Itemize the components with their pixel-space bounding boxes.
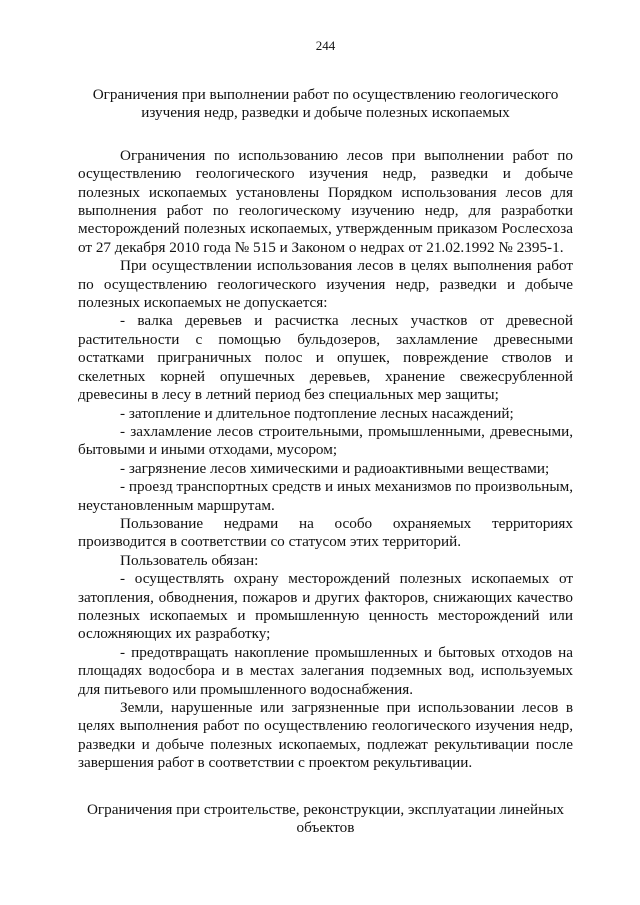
- list-item: - предотвращать накопление промышленных и бытовых отходов на площадях водосбора и в местах залегания подземных вод, используемых для питьевого или промышленного водоснабжения.: [78, 643, 573, 698]
- section-heading-geological-survey: Ограничения при выполнении работ по осуществлению геологического изучения недр, разведки и добыче полезных ископаемых: [92, 86, 559, 122]
- list-item: - загрязнение лесов химическими и радиоактивными веществами;: [120, 459, 550, 477]
- list-item: - осуществлять охрану месторождений полезных ископаемых от затопления, обводнения, пожаров и других факторов, снижающих качество полезных ископаемых и промышленную ценность месторождений или осложняющих их разработку;: [78, 570, 573, 643]
- paragraph: При осуществлении использования лесов в целях выполнения работ по осуществлению геологического изучения недр, разведки и добыче полезных ископаемых не допускается:: [78, 257, 573, 312]
- document-page: [78, 38, 573, 861]
- section-body: [78, 147, 573, 773]
- paragraph: Пользование недрами на особо охраняемых территориях производится в соответствии со статусом этих территорий.: [78, 514, 573, 551]
- list-item: - валка деревьев и расчистка лесных участков от древесной растительности с помощью бульдозеров, захламление древесными остатками приграничных полос и опушек, повреждение стволов и скелетных корней опушечных деревьев, хранение свежесрубленной древесины в лесу в летний период без специальных мер защиты;: [78, 312, 573, 404]
- list-item: - проезд транспортных средств и иных механизмов по произвольным, неустановленным маршрутам.: [78, 478, 573, 514]
- paragraph: Пользователь обязан:: [120, 551, 259, 569]
- paragraph: Ограничения по использованию лесов при выполнении работ по осуществлению геологического изучения недр, разведки и добыче полезных ископаемых установлены Порядком использования лесов для выполнения работ по геологическому изучению недр, для разработки месторождений полезных ископаемых, утвержденным приказом Рослесхоза от 27 декабря 2010 года № 515 и Законом о недрах от 21.02.1992 № 2395-1.: [78, 146, 573, 256]
- page-number: 244: [315, 38, 336, 53]
- list-item: - затопление и длительное подтопление лесных насаждений;: [120, 404, 514, 422]
- list-item: - захламление лесов строительными, промышленными, древесными, бытовыми и иными отходами, мусором;: [78, 422, 573, 459]
- paragraph: Земли, нарушенные или загрязненные при использовании лесов в целях выполнения работ по осуществлению геологического изучения недр, разведки и добыче полезных ископаемых, подлежат рекультивации после завершения работ в соответствии с проектом рекультивации.: [78, 699, 573, 772]
- section-heading-linear-objects: Ограничения при строительстве, реконструкции, эксплуатации линейных объектов: [86, 800, 565, 837]
